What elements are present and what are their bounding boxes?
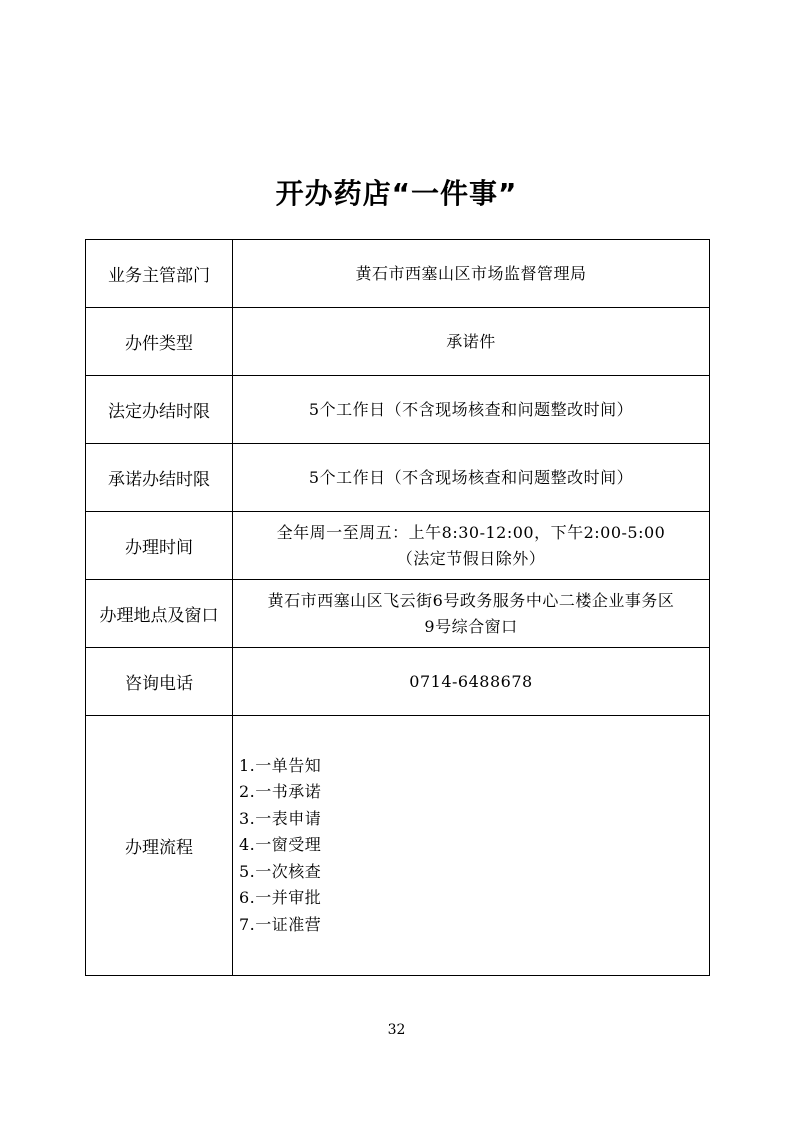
service-info-table (85, 239, 710, 976)
row-value-statutory-limit (233, 376, 710, 444)
table-row-location (86, 580, 710, 648)
location-line-2: 9号综合窗口 (424, 616, 518, 636)
office-hours-line-1: 全年周一至周五：上午8:30-12:00，下午2:00-5:00 (276, 522, 666, 542)
document-title: 开办药店“一件事” (275, 177, 518, 210)
phone-number: 0714-6488678 (409, 671, 533, 691)
row-value-promised-limit (233, 444, 710, 512)
process-steps-list (233, 753, 699, 939)
process-step-2: 2.一书承诺 (239, 782, 322, 802)
table-row-statutory-limit (86, 376, 710, 444)
department-text: 黄石市西塞山区市场监督管理局 (355, 263, 587, 283)
case-type-text: 承诺件 (446, 331, 496, 351)
process-step-1: 1.一单告知 (239, 755, 322, 775)
process-step-7: 7.一证准营 (239, 914, 322, 934)
row-value-office-hours (233, 512, 710, 580)
table-row-case-type (86, 308, 710, 376)
row-value-department (233, 240, 710, 308)
statutory-limit-text: 5个工作日（不含现场核查和问题整改时间） (308, 399, 634, 419)
row-value-case-type (233, 308, 710, 376)
table-row-department (86, 240, 710, 308)
process-step-3: 3.一表申请 (239, 808, 322, 828)
table-row-phone (86, 648, 710, 716)
table-row-promised-limit (86, 444, 710, 512)
row-value-location (233, 580, 710, 648)
location-line-1: 黄石市西塞山区飞云街6号政务服务中心二楼企业事务区 (267, 590, 675, 610)
page-number: 32 (387, 1022, 406, 1038)
row-label-location: 办理地点及窗口 (86, 580, 233, 648)
promised-limit-text: 5个工作日（不含现场核查和问题整改时间） (308, 467, 634, 487)
process-step-4: 4.一窗受理 (239, 835, 322, 855)
process-step-6: 6.一并审批 (239, 888, 322, 908)
row-label-process: 办理流程 (86, 716, 233, 976)
process-step-5: 5.一次核查 (239, 861, 322, 881)
row-label-department: 业务主管部门 (86, 240, 233, 308)
row-label-case-type: 办件类型 (86, 308, 233, 376)
row-label-statutory-limit: 法定办结时限 (86, 376, 233, 444)
row-label-phone: 咨询电话 (86, 648, 233, 716)
table-row-process (86, 716, 710, 976)
row-value-process (233, 716, 710, 976)
row-label-promised-limit: 承诺办结时限 (86, 444, 233, 512)
office-hours-line-2: （法定节假日除外） (396, 548, 546, 568)
table-row-office-hours (86, 512, 710, 580)
row-value-phone (233, 648, 710, 716)
row-label-office-hours: 办理时间 (86, 512, 233, 580)
